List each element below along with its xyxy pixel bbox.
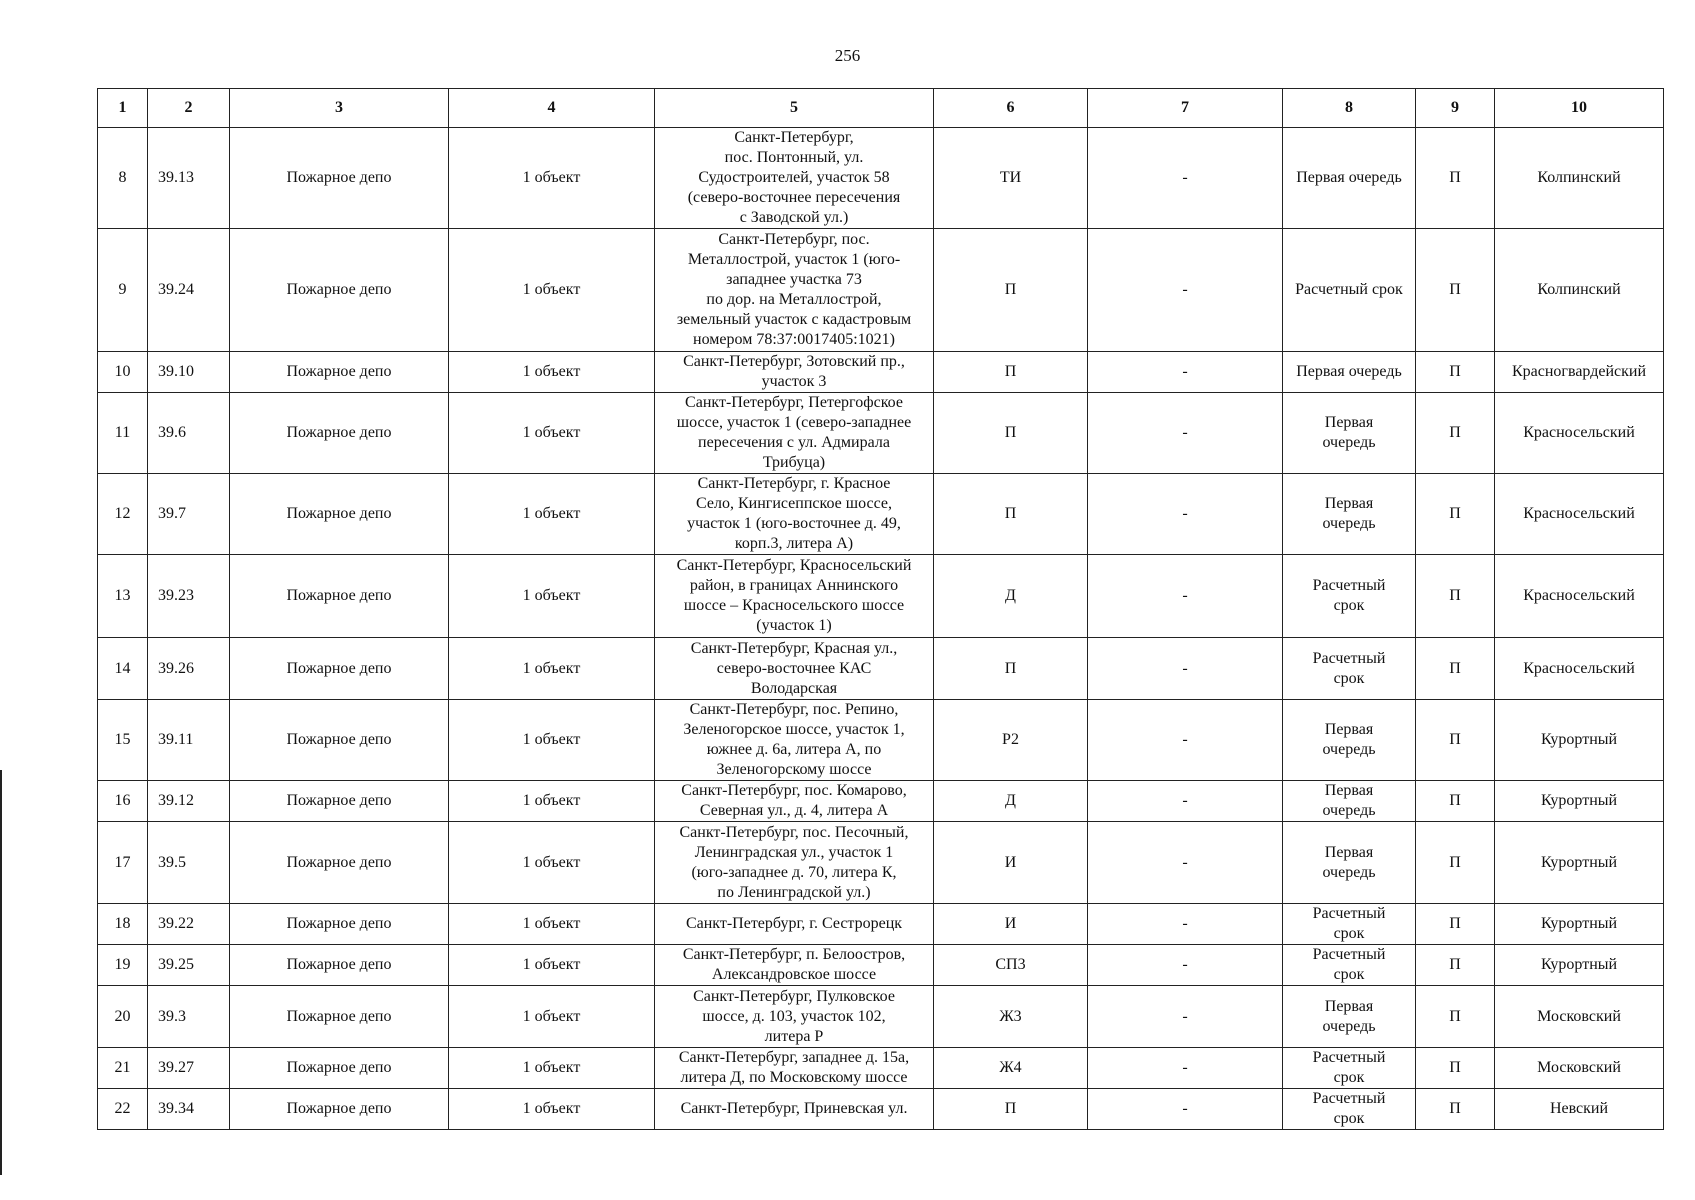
table-row	[98, 555, 1664, 638]
header-col-7: 7	[1088, 89, 1283, 128]
row-col7: -	[1088, 128, 1283, 229]
row-count: 1 объект	[449, 393, 655, 474]
row-address: Санкт-Петербург, пос. Комарово, Северная ул., д. 4, литера А	[655, 781, 934, 822]
row-count: 1 объект	[449, 474, 655, 555]
row-number: 9	[98, 229, 148, 352]
row-zone: Р2	[934, 700, 1088, 781]
row-code: 39.24	[148, 229, 230, 352]
row-status: П	[1416, 229, 1495, 352]
row-count: 1 объект	[449, 555, 655, 638]
row-count: 1 объект	[449, 700, 655, 781]
row-number: 14	[98, 638, 148, 700]
row-status: П	[1416, 128, 1495, 229]
row-zone: П	[934, 393, 1088, 474]
row-col7: -	[1088, 352, 1283, 393]
row-name: Пожарное депо	[230, 1089, 449, 1130]
row-code: 39.13	[148, 128, 230, 229]
row-code: 39.11	[148, 700, 230, 781]
row-zone: СП3	[934, 945, 1088, 986]
row-address: Санкт-Петербург, пос. Металлострой, участок 1 (юго- западнее участка 73 по дор. на Металлострой, земельный участок с кадастровым номером 78:37:0017405:1021)	[655, 229, 934, 352]
row-stage: Первая очередь	[1283, 352, 1416, 393]
row-status: П	[1416, 555, 1495, 638]
table-row	[98, 638, 1664, 700]
row-address: Санкт-Петербург, Петергофское шоссе, участок 1 (северо-западнее пересечения с ул. Адмирала Трибуца)	[655, 393, 934, 474]
row-code: 39.10	[148, 352, 230, 393]
row-status: П	[1416, 700, 1495, 781]
table-row	[98, 700, 1664, 781]
row-code: 39.3	[148, 986, 230, 1048]
row-stage: Первая очередь	[1283, 781, 1416, 822]
row-col7: -	[1088, 904, 1283, 945]
row-col7: -	[1088, 638, 1283, 700]
row-district: Красногвардейский	[1495, 352, 1664, 393]
row-number: 16	[98, 781, 148, 822]
row-zone: П	[934, 352, 1088, 393]
row-district: Московский	[1495, 986, 1664, 1048]
row-number: 22	[98, 1089, 148, 1130]
row-district: Красносельский	[1495, 393, 1664, 474]
row-number: 17	[98, 822, 148, 904]
row-number: 20	[98, 986, 148, 1048]
facilities-table	[97, 88, 1664, 1130]
row-address: Санкт-Петербург, пос. Понтонный, ул. Судостроителей, участок 58 (северо-восточнее пересечения с Заводской ул.)	[655, 128, 934, 229]
row-name: Пожарное депо	[230, 474, 449, 555]
row-col7: -	[1088, 229, 1283, 352]
row-name: Пожарное депо	[230, 700, 449, 781]
row-number: 10	[98, 352, 148, 393]
table-row	[98, 1089, 1664, 1130]
row-zone: П	[934, 638, 1088, 700]
table-row	[98, 229, 1664, 352]
row-district: Курортный	[1495, 781, 1664, 822]
header-col-9: 9	[1416, 89, 1495, 128]
row-zone: Ж3	[934, 986, 1088, 1048]
row-code: 39.23	[148, 555, 230, 638]
row-number: 8	[98, 128, 148, 229]
table-row	[98, 393, 1664, 474]
row-code: 39.22	[148, 904, 230, 945]
table-row	[98, 986, 1664, 1048]
table-row	[98, 352, 1664, 393]
row-zone: П	[934, 1089, 1088, 1130]
row-count: 1 объект	[449, 904, 655, 945]
row-stage: Расчетный срок	[1283, 1089, 1416, 1130]
row-code: 39.12	[148, 781, 230, 822]
header-col-2: 2	[148, 89, 230, 128]
table-row	[98, 1048, 1664, 1089]
row-code: 39.26	[148, 638, 230, 700]
row-col7: -	[1088, 474, 1283, 555]
row-name: Пожарное депо	[230, 945, 449, 986]
row-zone: ТИ	[934, 128, 1088, 229]
row-code: 39.34	[148, 1089, 230, 1130]
row-zone: П	[934, 229, 1088, 352]
row-zone: И	[934, 904, 1088, 945]
row-district: Колпинский	[1495, 229, 1664, 352]
row-address: Санкт-Петербург, Красная ул., северо-восточнее КАС Володарская	[655, 638, 934, 700]
table-body	[98, 128, 1664, 1130]
row-stage: Расчетный срок	[1283, 1048, 1416, 1089]
row-address: Санкт-Петербург, Красносельский район, в границах Аннинского шоссе – Красносельского шоссе (участок 1)	[655, 555, 934, 638]
row-district: Красносельский	[1495, 555, 1664, 638]
row-count: 1 объект	[449, 781, 655, 822]
row-number: 15	[98, 700, 148, 781]
row-status: П	[1416, 1048, 1495, 1089]
row-status: П	[1416, 352, 1495, 393]
row-zone: И	[934, 822, 1088, 904]
row-district: Курортный	[1495, 945, 1664, 986]
row-name: Пожарное депо	[230, 128, 449, 229]
row-count: 1 объект	[449, 229, 655, 352]
row-name: Пожарное депо	[230, 1048, 449, 1089]
row-district: Курортный	[1495, 904, 1664, 945]
row-count: 1 объект	[449, 945, 655, 986]
row-name: Пожарное депо	[230, 393, 449, 474]
row-address: Санкт-Петербург, Пулковское шоссе, д. 103, участок 102, литера Р	[655, 986, 934, 1048]
row-zone: Ж4	[934, 1048, 1088, 1089]
row-address: Санкт-Петербург, пос. Репино, Зеленогорское шоссе, участок 1, южнее д. 6а, литера А, по Зеленогорскому шоссе	[655, 700, 934, 781]
row-district: Курортный	[1495, 822, 1664, 904]
row-stage: Расчетный срок	[1283, 945, 1416, 986]
row-name: Пожарное депо	[230, 781, 449, 822]
row-district: Невский	[1495, 1089, 1664, 1130]
row-count: 1 объект	[449, 1089, 655, 1130]
row-number: 19	[98, 945, 148, 986]
row-code: 39.6	[148, 393, 230, 474]
row-col7: -	[1088, 1048, 1283, 1089]
row-status: П	[1416, 781, 1495, 822]
row-status: П	[1416, 1089, 1495, 1130]
header-row	[98, 89, 1664, 128]
row-stage: Первая очередь	[1283, 128, 1416, 229]
row-name: Пожарное депо	[230, 904, 449, 945]
row-stage: Первая очередь	[1283, 986, 1416, 1048]
row-code: 39.27	[148, 1048, 230, 1089]
row-number: 11	[98, 393, 148, 474]
row-zone: П	[934, 474, 1088, 555]
row-number: 12	[98, 474, 148, 555]
row-zone: Д	[934, 781, 1088, 822]
row-district: Курортный	[1495, 700, 1664, 781]
row-address: Санкт-Петербург, г. Сестрорецк	[655, 904, 934, 945]
row-code: 39.5	[148, 822, 230, 904]
row-name: Пожарное депо	[230, 352, 449, 393]
row-col7: -	[1088, 781, 1283, 822]
row-district: Красносельский	[1495, 474, 1664, 555]
row-number: 21	[98, 1048, 148, 1089]
header-col-5: 5	[655, 89, 934, 128]
row-count: 1 объект	[449, 638, 655, 700]
row-status: П	[1416, 822, 1495, 904]
row-count: 1 объект	[449, 352, 655, 393]
row-address: Санкт-Петербург, западнее д. 15а, литера Д, по Московскому шоссе	[655, 1048, 934, 1089]
table-row	[98, 904, 1664, 945]
row-name: Пожарное депо	[230, 555, 449, 638]
row-name: Пожарное депо	[230, 986, 449, 1048]
row-status: П	[1416, 904, 1495, 945]
row-stage: Расчетный срок	[1283, 555, 1416, 638]
row-name: Пожарное депо	[230, 229, 449, 352]
row-district: Московский	[1495, 1048, 1664, 1089]
table-row	[98, 945, 1664, 986]
table-row	[98, 822, 1664, 904]
row-status: П	[1416, 638, 1495, 700]
header-col-3: 3	[230, 89, 449, 128]
header-col-1: 1	[98, 89, 148, 128]
row-col7: -	[1088, 700, 1283, 781]
row-address: Санкт-Петербург, г. Красное Село, Кингисеппское шоссе, участок 1 (юго-восточнее д. 49, корп.3, литера А)	[655, 474, 934, 555]
row-address: Санкт-Петербург, п. Белоостров, Александровское шоссе	[655, 945, 934, 986]
row-col7: -	[1088, 822, 1283, 904]
row-status: П	[1416, 393, 1495, 474]
row-col7: -	[1088, 986, 1283, 1048]
row-count: 1 объект	[449, 1048, 655, 1089]
row-name: Пожарное депо	[230, 638, 449, 700]
row-stage: Первая очередь	[1283, 393, 1416, 474]
row-status: П	[1416, 945, 1495, 986]
row-address: Санкт-Петербург, Зотовский пр., участок 3	[655, 352, 934, 393]
row-status: П	[1416, 474, 1495, 555]
table-row	[98, 474, 1664, 555]
header-col-6: 6	[934, 89, 1088, 128]
header-col-8: 8	[1283, 89, 1416, 128]
row-col7: -	[1088, 555, 1283, 638]
row-stage: Первая очередь	[1283, 822, 1416, 904]
row-count: 1 объект	[449, 822, 655, 904]
row-stage: Первая очередь	[1283, 700, 1416, 781]
row-address: Санкт-Петербург, Приневская ул.	[655, 1089, 934, 1130]
header-col-10: 10	[1495, 89, 1664, 128]
row-count: 1 объект	[449, 986, 655, 1048]
row-code: 39.7	[148, 474, 230, 555]
row-status: П	[1416, 986, 1495, 1048]
row-name: Пожарное депо	[230, 822, 449, 904]
row-number: 13	[98, 555, 148, 638]
row-code: 39.25	[148, 945, 230, 986]
row-number: 18	[98, 904, 148, 945]
row-district: Красносельский	[1495, 638, 1664, 700]
page-number: 256	[834, 46, 861, 65]
row-col7: -	[1088, 1089, 1283, 1130]
left-margin-line	[0, 770, 2, 1175]
row-stage: Расчетный срок	[1283, 904, 1416, 945]
row-stage: Первая очередь	[1283, 474, 1416, 555]
row-col7: -	[1088, 393, 1283, 474]
row-address: Санкт-Петербург, пос. Песочный, Ленинградская ул., участок 1 (юго-западнее д. 70, литера К, по Ленинградской ул.)	[655, 822, 934, 904]
row-stage: Расчетный срок	[1283, 229, 1416, 352]
table-row	[98, 128, 1664, 229]
row-zone: Д	[934, 555, 1088, 638]
header-col-4: 4	[449, 89, 655, 128]
row-district: Колпинский	[1495, 128, 1664, 229]
row-stage: Расчетный срок	[1283, 638, 1416, 700]
table-header	[98, 89, 1664, 128]
row-count: 1 объект	[449, 128, 655, 229]
row-col7: -	[1088, 945, 1283, 986]
table-row	[98, 781, 1664, 822]
